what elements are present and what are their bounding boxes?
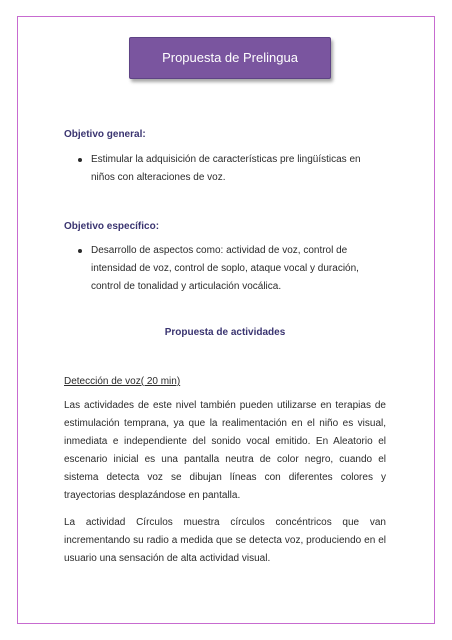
general-objective-list <box>64 151 386 187</box>
list-item: Estimular la adquisición de características pre lingüísticas en niños con alteraciones de voz. <box>64 151 386 187</box>
specific-objective-heading: Objetivo específico: <box>64 221 160 232</box>
specific-objective-list <box>64 242 386 296</box>
body-paragraph: Las actividades de este nivel también pueden utilizarse en terapias de estimulación temprana, ya que la realimentación en el niño es visual, inmediata e independiente del sonido vocal emitido. En Aleatorio el escenario inicial es una pantalla neutra de color negro, cuando el sistema detecta voz se dibujan líneas con diferentes colores y trayectorias desplazándose en pantalla. <box>64 400 386 501</box>
general-objective-heading: Objetivo general: <box>64 129 146 140</box>
voice-detection-heading: Detección de voz( 20 min) <box>64 376 181 387</box>
page-title: Propuesta de Prelingua <box>129 37 331 79</box>
activities-heading: Propuesta de actividades <box>164 327 286 338</box>
list-item: Desarrollo de aspectos como: actividad de voz, control de intensidad de voz, control de soplo, ataque vocal y duración, control de tonalidad y articulación vocálica. <box>64 242 386 296</box>
body-paragraph: La actividad Círculos muestra círculos concéntricos que van incrementando su radio a medida que se detecta voz, produciendo en el usuario una sensación de alta actividad visual. <box>64 517 386 564</box>
